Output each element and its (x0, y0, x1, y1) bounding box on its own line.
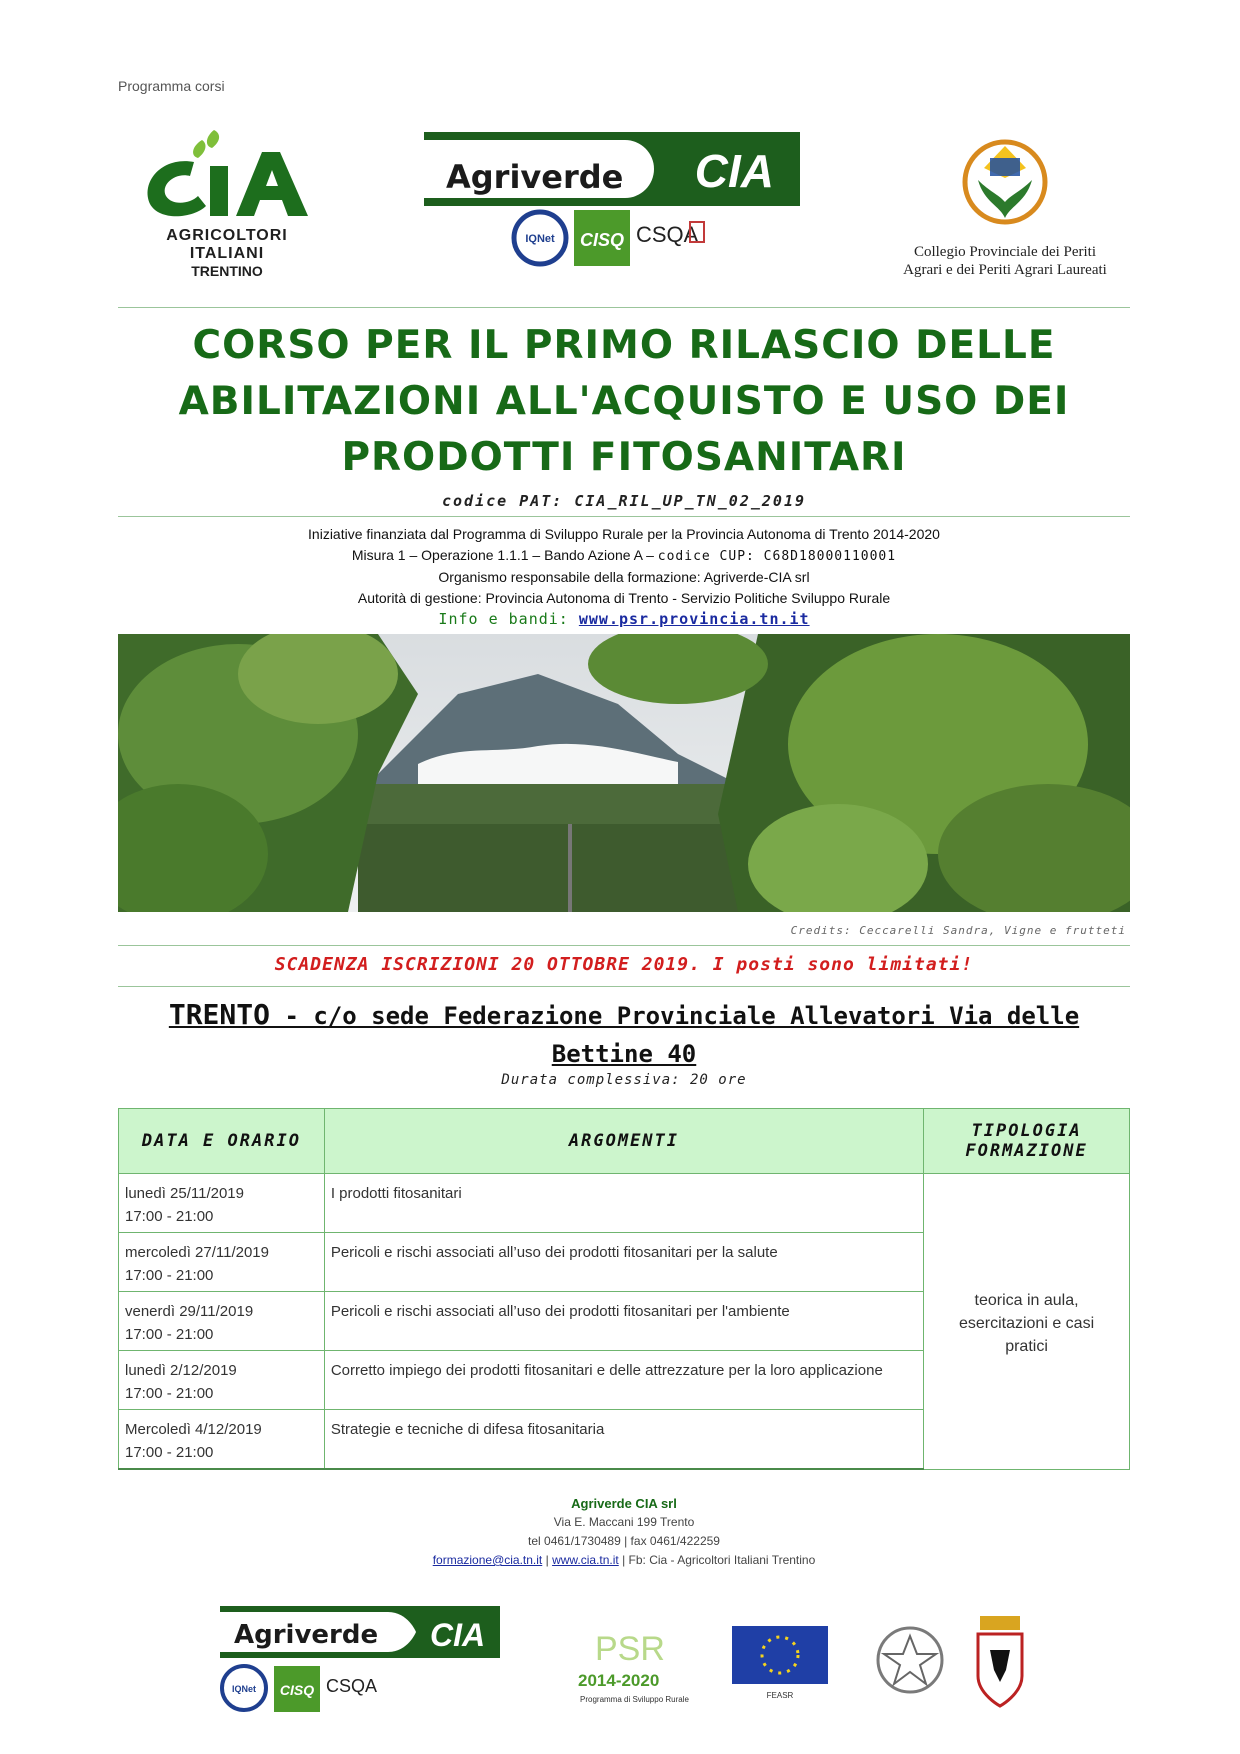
certification-badges-icon (510, 208, 770, 268)
row-day: lunedì 25/11/2019 (125, 1185, 244, 1202)
funding-line1: Iniziative finanziata dal Programma di Sviluppo Rurale per la Provincia Autonoma di Trento 2014-2020 (308, 526, 940, 542)
location-city: TRENTO (168, 998, 270, 1031)
agriverde-banner (424, 132, 800, 206)
cia-logo-line2: TRENTINO (191, 263, 263, 279)
divider-top (118, 307, 1130, 308)
row-day: Mercoledì 4/12/2019 (125, 1421, 262, 1438)
header-topics: ARGOMENTI (324, 1109, 923, 1174)
topic-cell: Corretto impiego dei prodotti fitosanitari e delle attrezzature per la loro applicazione (324, 1351, 923, 1410)
topic-cell: Strategie e tecniche di difesa fitosanitaria (324, 1410, 923, 1470)
bottom-cert-iqnet: IQNet (231, 1684, 257, 1694)
bottom-psr-caption: Programma di Sviluppo Rurale (580, 1695, 689, 1704)
location-line2: Bettine 40 (551, 1040, 697, 1068)
divider-deadline (118, 986, 1130, 987)
agriverde-cia-mark: CIA (694, 145, 774, 197)
course-code: codice PAT: CIA_RIL_UP_TN_02_2019 (441, 492, 806, 510)
location-address: - c/o sede Federazione Provinciale Allevatori Via delle (270, 1002, 1080, 1030)
cia-mark-icon (132, 122, 322, 222)
row-day: lunedì 2/12/2019 (125, 1362, 237, 1379)
funding-line3: Organismo responsabile della formazione: Agriverde-CIA srl (438, 569, 810, 585)
bottom-agriverde-mark: CIA (430, 1617, 486, 1653)
course-duration: Durata complessiva: 20 ore (501, 1072, 747, 1088)
footer-separator: | (542, 1553, 553, 1567)
title-line1: CORSO PER IL PRIMO RILASCIO DELLE (192, 323, 1056, 368)
date-cell (119, 1410, 325, 1470)
footer-social: | Fb: Cia - Agricoltori Italiani Trentino (618, 1553, 816, 1567)
date-cell (119, 1351, 325, 1410)
header-label: Programma corsi (118, 78, 225, 94)
row-time: 17:00 - 21:00 (125, 1326, 214, 1343)
vineyard-photo (118, 634, 1130, 912)
course-title (118, 318, 1130, 486)
bottom-agriverde-word: Agriverde (234, 1620, 379, 1650)
location-line1 (118, 996, 1130, 1035)
collegio-logo (880, 132, 1130, 282)
bottom-cert-cisq: CISQ (279, 1682, 315, 1698)
type-line1: teorica in aula, (974, 1291, 1079, 1309)
schedule-header-row (119, 1109, 1130, 1174)
row-day: venerdì 29/11/2019 (125, 1303, 254, 1320)
funding-info-line (118, 609, 1130, 630)
funding-info (118, 524, 1130, 630)
title-line2: ABILITAZIONI ALL'ACQUISTO E USO DEI (178, 379, 1070, 424)
header-date: DATA E ORARIO (119, 1109, 325, 1174)
bottom-logos (220, 1606, 1140, 1716)
footer-links (118, 1551, 1130, 1570)
title-line3: PRODOTTI FITOSANITARI (341, 435, 907, 480)
cert-csqa: CSQA (636, 222, 699, 247)
agriverde-word: Agriverde (446, 158, 624, 196)
row-time: 17:00 - 21:00 (125, 1267, 214, 1284)
footer-company: Agriverde CIA srl (571, 1496, 677, 1511)
footer-contacts (118, 1494, 1130, 1570)
date-cell (119, 1292, 325, 1351)
divider-credits (118, 945, 1130, 946)
bottom-psr-years: 2014-2020 (578, 1671, 660, 1690)
psr-link[interactable]: www.psr.provincia.tn.it (578, 610, 810, 628)
row-time: 17:00 - 21:00 (125, 1444, 214, 1461)
collegio-line1: Collegio Provinciale dei Periti (913, 244, 1097, 260)
photo-credits: Credits: Ceccarelli Sandra, Vigne e frutteti (790, 924, 1126, 937)
footer-address: Via E. Maccani 199 Trento (553, 1515, 695, 1529)
bottom-feasr: FEASR (766, 1691, 794, 1700)
topic-cell: Pericoli e rischi associati all’uso dei prodotti fitosanitari per la salute (324, 1233, 923, 1292)
row-time: 17:00 - 21:00 (125, 1208, 214, 1225)
email-link[interactable]: formazione@cia.tn.it (432, 1553, 543, 1567)
agriverde-word-plate (424, 140, 654, 198)
divider-title (118, 516, 1130, 517)
registration-deadline: SCADENZA ISCRIZIONI 20 OTTOBRE 2019. I posti sono limitati! (274, 954, 974, 975)
schedule-table (118, 1108, 1130, 1470)
website-link[interactable]: www.cia.tn.it (552, 1553, 619, 1567)
bottom-cert-csqa: CSQA (326, 1676, 378, 1696)
topic-cell: Pericoli e rischi associati all’uso dei prodotti fitosanitari per l'ambiente (324, 1292, 923, 1351)
funding-cup: codice CUP: C68D18000110001 (657, 549, 897, 564)
funding-measure: Misura 1 – Operazione 1.1.1 – Bando Azione A – (351, 547, 658, 563)
funding-line4: Autorità di gestione: Provincia Autonoma di Trento - Servizio Politiche Sviluppo Rurale (357, 590, 891, 606)
info-label: Info e bandi: (438, 610, 579, 628)
header-type (924, 1109, 1130, 1174)
funding-line2 (118, 545, 1130, 567)
cia-logo (132, 122, 332, 279)
cia-logo-line1: AGRICOLTORI ITALIANI (166, 227, 288, 262)
collegio-line2: Agrari e dei Periti Agrari Laureati (903, 262, 1107, 278)
date-cell (119, 1233, 325, 1292)
row-time: 17:00 - 21:00 (125, 1385, 214, 1402)
cert-iqnet: IQNet (525, 233, 555, 245)
partner-logos-icon (220, 1606, 1140, 1716)
row-day: mercoledì 27/11/2019 (125, 1244, 269, 1261)
table-row (119, 1174, 1130, 1233)
bottom-psr-mark: PSR (595, 1630, 665, 1668)
cert-cisq: CISQ (579, 230, 625, 250)
header-type-line1: TIPOLOGIA (971, 1121, 1082, 1141)
date-cell (119, 1174, 325, 1233)
footer-phone: tel 0461/1730489 | fax 0461/422259 (528, 1534, 720, 1548)
type-line2: esercitazioni e casi (958, 1314, 1095, 1332)
header-type-line2: FORMAZIONE (965, 1141, 1088, 1161)
topic-cell: I prodotti fitosanitari (324, 1174, 923, 1233)
agriverde-logo (424, 132, 800, 272)
course-location (118, 996, 1130, 1073)
type-line3: pratici (1005, 1337, 1048, 1355)
collegio-emblem-icon (960, 132, 1050, 232)
vineyard-landscape-icon (118, 634, 1130, 912)
type-cell (924, 1174, 1130, 1470)
